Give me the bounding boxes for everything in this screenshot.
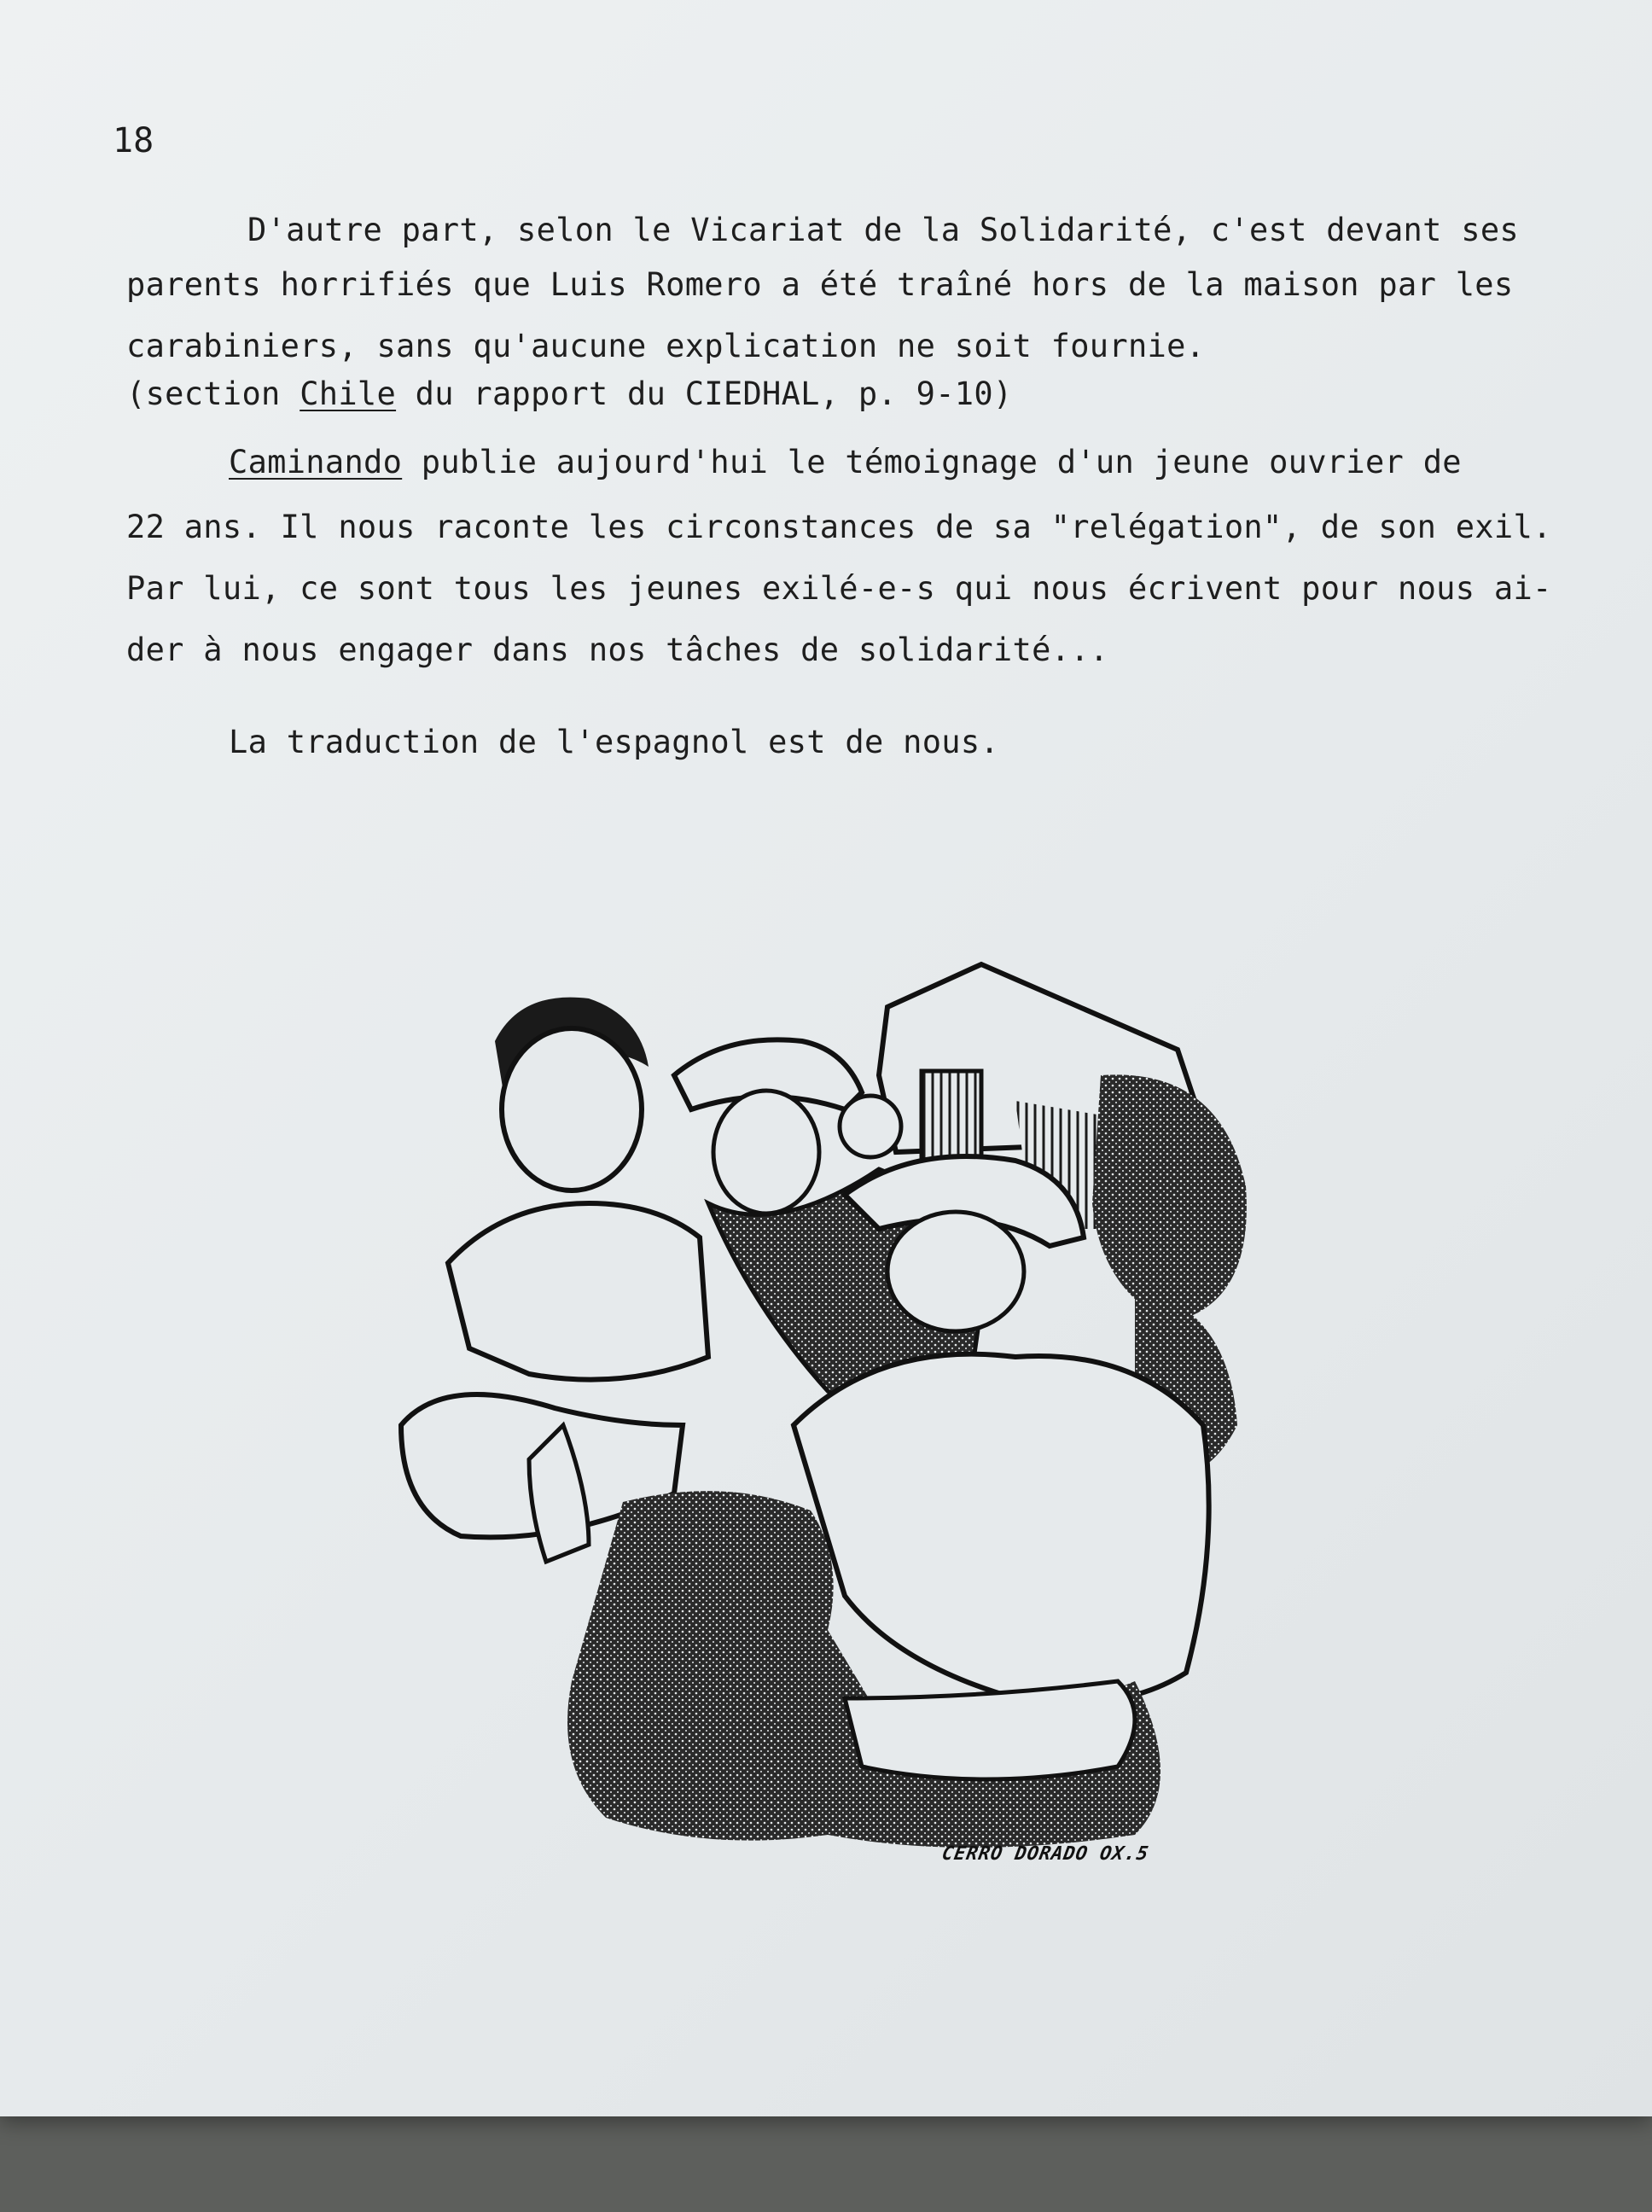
citation-after: du rapport du CIEDHAL, p. 9-10)	[396, 375, 1013, 412]
publication-name: Caminando	[229, 444, 403, 480]
paragraph-1-line-3: carabiniers, sans qu'aucune explication ne soit fournie.	[126, 328, 1206, 364]
paragraph-2-line-4: der à nous engager dans nos tâches de solidarité...	[126, 632, 1109, 668]
paragraph-2-line-3: Par lui, ce sont tous les jeunes exilé-e-s qui nous écrivent pour nous ai-	[126, 570, 1552, 607]
artist-signature: CERRO DORADO OX.5	[939, 1843, 1151, 1865]
citation-underlined: Chile	[300, 375, 397, 412]
citation-line	[126, 375, 1013, 412]
paragraph-1-line-2: parents horrifiés que Luis Romero a été traîné hors de la maison par les	[126, 266, 1514, 303]
citation-before: (section	[126, 375, 300, 412]
paragraph-2-line-1-rest: publie aujourd'hui le témoignage d'un jeune ouvrier de	[402, 444, 1462, 480]
paragraph-3-line-1: La traduction de l'espagnol est de nous.	[229, 724, 1000, 760]
illustration-family-drawing	[367, 947, 1306, 1937]
paragraph-1-line-1: D'autre part, selon le Vicariat de la Solidarité, c'est devant ses	[247, 212, 1520, 248]
paragraph-2-line-2: 22 ans. Il nous raconte les circonstances de sa "relégation", de son exil.	[126, 509, 1552, 545]
boy	[401, 998, 708, 1562]
paragraph-2-line-1	[229, 444, 1462, 480]
page-number: 18	[113, 121, 154, 160]
